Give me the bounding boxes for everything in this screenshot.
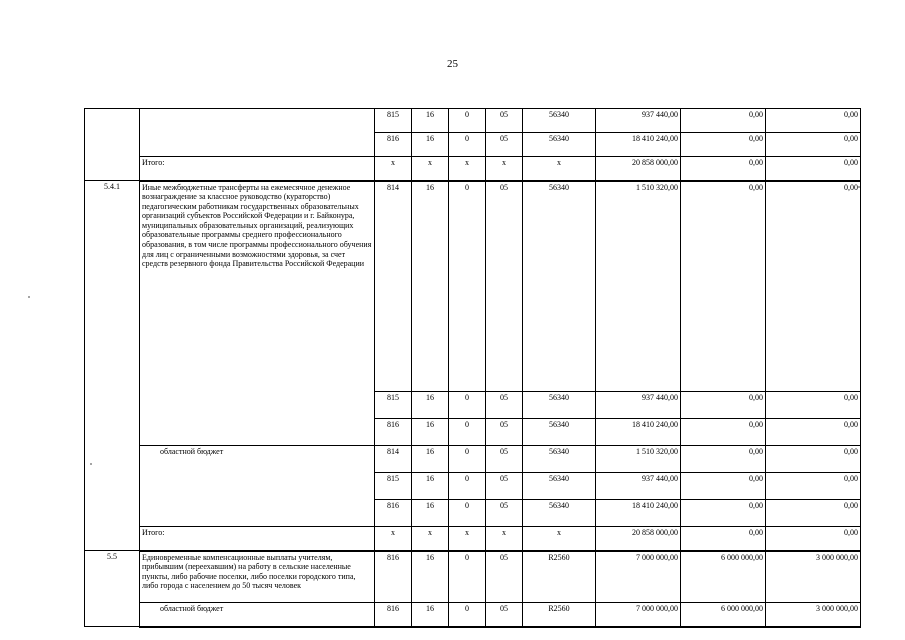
amount-cell-v1: 937 440,00 — [596, 473, 681, 500]
code-cell-c4: 05 — [486, 446, 523, 473]
amount-cell-v3: 0,00 — [766, 157, 861, 181]
code-cell-c5: х — [523, 157, 596, 181]
code-cell-c5: 56340 — [523, 500, 596, 527]
table-row — [85, 551, 861, 603]
code-cell-c5: R2560 — [523, 603, 596, 627]
code-cell-c2: 16 — [412, 551, 449, 603]
item-description: областной бюджет — [140, 603, 375, 627]
code-cell-c5: 56340 — [523, 133, 596, 157]
code-cell-c2: х — [412, 157, 449, 181]
item-number: 5.4.1 — [85, 181, 140, 551]
amount-cell-v3: 3 000 000,00 — [766, 603, 861, 627]
code-cell-c2: 16 — [412, 133, 449, 157]
amount-cell-v2: 6 000 000,00 — [681, 603, 766, 627]
table-row — [85, 446, 861, 473]
scan-speck — [28, 296, 30, 298]
code-cell-c1: 816 — [375, 603, 412, 627]
code-cell-c5: 56340 — [523, 109, 596, 133]
code-cell-c5: 56340 — [523, 392, 596, 419]
code-cell-c5: 56340 — [523, 446, 596, 473]
amount-cell-v2: 0,00 — [681, 446, 766, 473]
code-cell-c4: 05 — [486, 500, 523, 527]
amount-cell-v1: 18 410 240,00 — [596, 500, 681, 527]
amount-cell-v2: 0,00 — [681, 392, 766, 419]
table-row — [85, 527, 861, 551]
code-cell-c5: 56340 — [523, 181, 596, 392]
amount-cell-v2: 0,00 — [681, 157, 766, 181]
amount-cell-v1: 18 410 240,00 — [596, 419, 681, 446]
code-cell-c4: 05 — [486, 133, 523, 157]
code-cell-c4: 05 — [486, 109, 523, 133]
code-cell-c3: 0 — [449, 446, 486, 473]
amount-cell-v1: 20 858 000,00 — [596, 527, 681, 551]
code-cell-c5: х — [523, 527, 596, 551]
code-cell-c5: 56340 — [523, 473, 596, 500]
code-cell-c1: 815 — [375, 392, 412, 419]
code-cell-c4: 05 — [486, 551, 523, 603]
amount-cell-v3: 0,00 — [766, 527, 861, 551]
code-cell-c1: 816 — [375, 551, 412, 603]
code-cell-c1: 815 — [375, 473, 412, 500]
amount-cell-v2: 0,00 — [681, 181, 766, 392]
table-row — [85, 181, 861, 392]
item-description: Единовременные компенсационные выплаты учителям, прибывшим (переехавшим) на работу в сельские населенные пункты, либо рабочие поселки, либо поселки городского типа, либо города с населением до 50 тысяч человек — [140, 551, 375, 603]
code-cell-c4: 05 — [486, 181, 523, 392]
code-cell-c3: 0 — [449, 500, 486, 527]
code-cell-c2: 16 — [412, 473, 449, 500]
table-row — [85, 157, 861, 181]
code-cell-c2: 16 — [412, 392, 449, 419]
amount-cell-v1: 1 510 320,00 — [596, 446, 681, 473]
amount-cell-v3: 0,00 — [766, 109, 861, 133]
table-row — [85, 109, 861, 133]
item-description: Итого: — [140, 157, 375, 181]
amount-cell-v1: 7 000 000,00 — [596, 551, 681, 603]
code-cell-c4: 05 — [486, 419, 523, 446]
amount-cell-v3: 0,00 — [766, 473, 861, 500]
amount-cell-v2: 0,00 — [681, 500, 766, 527]
amount-cell-v3: 0,00 — [766, 133, 861, 157]
amount-cell-v2: 0,00 — [681, 419, 766, 446]
amount-cell-v3: 3 000 000,00 — [766, 551, 861, 603]
code-cell-c3: х — [449, 527, 486, 551]
code-cell-c5: 56340 — [523, 419, 596, 446]
code-cell-c3: 0 — [449, 473, 486, 500]
amount-cell-v3: 0,00 — [766, 446, 861, 473]
code-cell-c1: 816 — [375, 419, 412, 446]
amount-cell-v1: 937 440,00 — [596, 109, 681, 133]
amount-cell-v2: 0,00 — [681, 527, 766, 551]
amount-cell-v2: 0,00 — [681, 473, 766, 500]
code-cell-c3: 0 — [449, 419, 486, 446]
item-description — [140, 109, 375, 157]
code-cell-c3: 0 — [449, 133, 486, 157]
code-cell-c3: 0 — [449, 181, 486, 392]
item-number: 5.5 — [85, 551, 140, 627]
code-cell-c3: 0 — [449, 109, 486, 133]
amount-cell-v3: 0,00 — [766, 419, 861, 446]
code-cell-c2: 16 — [412, 109, 449, 133]
code-cell-c1: 814 — [375, 446, 412, 473]
code-cell-c4: 05 — [486, 603, 523, 627]
code-cell-c1: х — [375, 157, 412, 181]
code-cell-c1: х — [375, 527, 412, 551]
code-cell-c2: 16 — [412, 419, 449, 446]
code-cell-c1: 814 — [375, 181, 412, 392]
code-cell-c2: 16 — [412, 500, 449, 527]
amount-cell-v1: 20 858 000,00 — [596, 157, 681, 181]
amount-cell-v3: 0,00 — [766, 500, 861, 527]
code-cell-c2: х — [412, 527, 449, 551]
code-cell-c4: 05 — [486, 392, 523, 419]
amount-cell-v2: 0,00 — [681, 133, 766, 157]
code-cell-c2: 16 — [412, 181, 449, 392]
amount-cell-v3: 0,00 — [766, 392, 861, 419]
code-cell-c4: х — [486, 157, 523, 181]
amount-cell-v2: 0,00 — [681, 109, 766, 133]
item-description: областной бюджет — [140, 446, 375, 527]
code-cell-c2: 16 — [412, 603, 449, 627]
code-cell-c4: х — [486, 527, 523, 551]
code-cell-c3: 0 — [449, 603, 486, 627]
scan-speck — [90, 463, 92, 465]
code-cell-c1: 815 — [375, 109, 412, 133]
code-cell-c1: 816 — [375, 133, 412, 157]
amount-cell-v1: 18 410 240,00 — [596, 133, 681, 157]
table-row — [85, 603, 861, 627]
code-cell-c2: 16 — [412, 446, 449, 473]
code-cell-c3: 0 — [449, 392, 486, 419]
page-number: 25 — [447, 58, 458, 70]
code-cell-c4: 05 — [486, 473, 523, 500]
code-cell-c5: R2560 — [523, 551, 596, 603]
code-cell-c3: х — [449, 157, 486, 181]
amount-cell-v1: 7 000 000,00 — [596, 603, 681, 627]
amount-cell-v2: 6 000 000,00 — [681, 551, 766, 603]
amount-cell-v3: 0,00 — [766, 181, 861, 392]
item-description: Иные межбюджетные трансферты на ежемесячное денежное вознаграждение за классное руководство (кураторство) педагогическим работникам государственных образовательных организаций субъектов Российской Федерации и г. Байконура, муниципальных образовательных организаций, реализующих образовательные программы среднего профессионального образования, в том числе программы профессионального обучения для лиц с ограниченными возможностями здоровья, за счет средств резервного фонда Правительства Российской Федерации — [140, 181, 375, 446]
budget-table — [84, 108, 861, 628]
code-cell-c3: 0 — [449, 551, 486, 603]
scan-speck — [858, 186, 860, 188]
item-description: Итого: — [140, 527, 375, 551]
amount-cell-v1: 1 510 320,00 — [596, 181, 681, 392]
item-number — [85, 109, 140, 181]
amount-cell-v1: 937 440,00 — [596, 392, 681, 419]
code-cell-c1: 816 — [375, 500, 412, 527]
